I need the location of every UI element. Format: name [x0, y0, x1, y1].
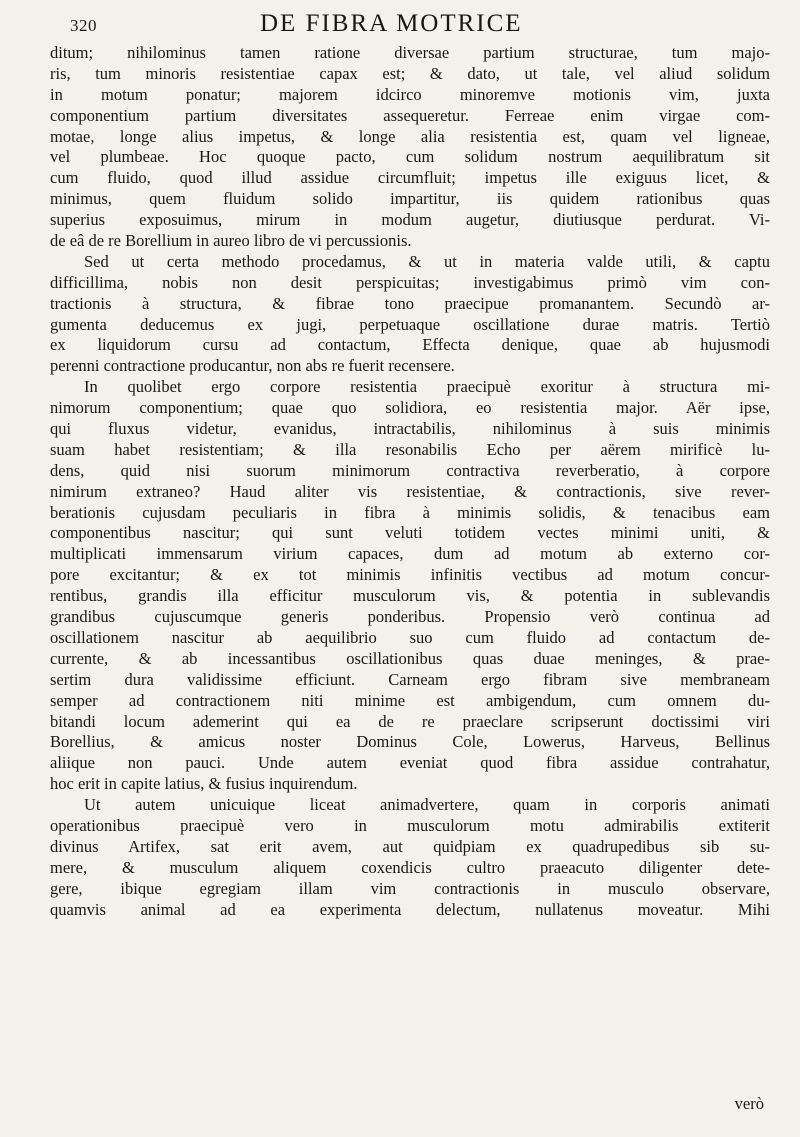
text-line: superius exposuimus, mirum in modum augetur, diutiusque perdurat. Vi- [50, 210, 770, 230]
page-header [70, 10, 760, 40]
text-line: dens, quid nisi suorum minimorum contractiva reverberatio, à corpore [50, 460, 770, 480]
text-line: quamvis animal ad ea experimenta delectum, nullatenus moveatur. Mihi [50, 899, 770, 919]
text-line: in motum ponatur; majorem idcirco minoremve motionis vim, juxta [50, 84, 770, 104]
text-line: vel plumbeae. Hoc quoque pacto, cum solidum nostrum aequilibratum sit [50, 147, 770, 167]
text-line: ex liquidorum cursu ad contactum, Effecta denique, quae ab hujusmodi [50, 335, 770, 355]
text-line: ditum; nihilominus tamen ratione diversae partium structurae, tum majo- [50, 43, 770, 62]
text-line: sertim dura validissime efficiunt. Carneam ergo fibram sive membraneam [50, 669, 770, 689]
text-line: bitandi locum ademerint qui ea de re praeclare scripserunt doctissimi viri [50, 711, 770, 731]
text-line: nimorum componentium; quae quo solidiora, eo resistentia major. Aër ipse, [50, 398, 770, 418]
text-line: qui fluxus videtur, evanidus, intractabilis, nihilominus à suis minimis [50, 419, 770, 439]
text-line: pore excitantur; & ex tot minimis infinitis vectibus ad motum concur- [50, 565, 770, 585]
text-line: mere, & musculum aliquem coxendicis cultro praeacuto diligenter dete- [50, 857, 770, 877]
text-line: Borellius, & amicus noster Dominus Cole, Lowerus, Harveus, Bellinus [50, 732, 770, 752]
text-line: de eâ de re Borellium in aureo libro de vi percussionis. [50, 231, 412, 251]
text-line: ris, tum minoris resistentiae capax est; & dato, ut tale, vel aliud solidum [50, 63, 770, 83]
text-line: suam habet resistentiam; & illa resonabilis Echo per aërem mirificè lu- [50, 439, 770, 459]
text-line: gere, ibique egregiam illam vim contractionis in musculo observare, [50, 878, 770, 898]
text-line: minimus, quem fluidum solido impartitur, iis quidem rationibus quas [50, 189, 770, 209]
text-line: rentibus, grandis illa efficitur musculorum vis, & potentia in sublevandis [50, 586, 770, 606]
body-text [50, 43, 770, 920]
text-line: hoc erit in capite latius, & fusius inquirendum. [50, 774, 358, 794]
text-line: componentibus nascitur; qui sunt veluti totidem vectes minimi uniti, & [50, 523, 770, 543]
text-line: currente, & ab incessantibus oscillationibus quas duae meninges, & prae- [50, 648, 770, 668]
text-line: perenni contractione producantur, non abs re fuerit recensere. [50, 356, 455, 376]
text-line: componentium partium diversitates assequeretur. Ferreae enim virgae com- [50, 105, 770, 125]
text-line: gumenta deducemus ex jugi, perpetuaque oscillatione durae matris. Tertiò [50, 314, 770, 334]
text-line: operationibus praecipuè vero in musculorum motu admirabilis extiterit [50, 815, 770, 835]
text-line: tractionis à structura, & fibrae tono praecipue promanantem. Secundò ar- [50, 293, 770, 313]
text-line: Sed ut certa methodo procedamus, & ut in materia valde utili, & captu [84, 251, 770, 271]
running-title: DE FIBRA MOTRICE [260, 10, 523, 37]
text-line: multiplicati immensarum virium capaces, dum ad motum ab externo cor- [50, 544, 770, 564]
text-line: semper ad contractionem niti minime est ambigendum, cum omnem du- [50, 690, 770, 710]
page-number: 320 [70, 16, 97, 35]
text-line: cum fluido, quod illud assidue circumfluit; impetus ille exiguus licet, & [50, 168, 770, 188]
text-line: motae, longe alius impetus, & longe alia resistentia est, quam vel ligneae, [50, 126, 770, 146]
text-line: grandibus cujuscumque generis ponderibus. Propensio verò continua ad [50, 607, 770, 627]
text-line: aliique non pauci. Unde autem eveniat quod fibra assidue contrahatur, [50, 753, 770, 773]
text-line: In quolibet ergo corpore resistentia praecipuè exoritur à structura mi- [84, 377, 770, 397]
text-line: nimirum extraneo? Haud aliter vis resistentiae, & contractionis, sive rever- [50, 481, 770, 501]
text-line: difficillima, nobis non desit perspicuitas; investigabimus primò vim con- [50, 272, 770, 292]
text-line: berationis cujusdam peculiaris in fibra à minimis solidis, & tenacibus eam [50, 502, 770, 522]
catchword: verò [734, 1094, 764, 1113]
text-line: oscillationem nascitur ab aequilibrio suo cum fluido ad contactum de- [50, 627, 770, 647]
text-line: divinus Artifex, sat erit avem, aut quidpiam ex quadrupedibus sib su- [50, 836, 770, 856]
text-line: Ut autem unicuique liceat animadvertere, quam in corporis animati [84, 795, 770, 815]
